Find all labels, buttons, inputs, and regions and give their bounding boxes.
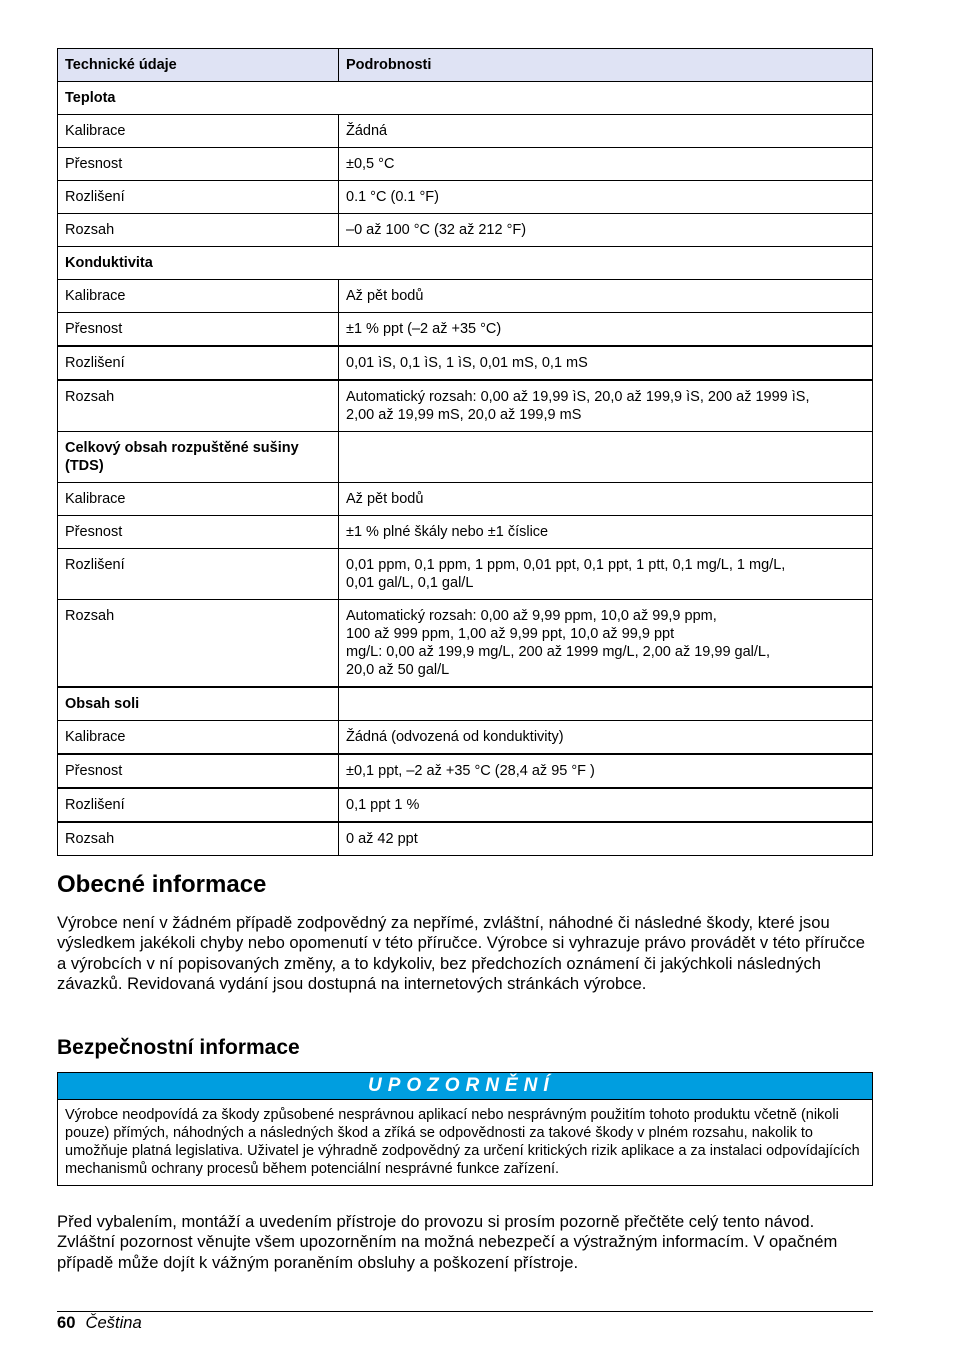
spec-label: Kalibrace [58,721,339,755]
table-header-cell: Podrobnosti [339,49,873,82]
table-row [58,181,873,214]
table-row [58,549,873,600]
section-row [58,247,873,280]
table-row [58,788,873,822]
spec-value: Žádná (odvozená od konduktivity) [339,721,873,755]
safety-info-heading: Bezpečnostní informace [57,1036,300,1059]
spec-value: Až pět bodů [339,483,873,516]
warning-text: Výrobce neodpovídá za škody způsobené nesprávnou aplikací nebo nesprávným použitím tohoto produktu včetně (nikoli pouze) přímých, náhodných a následných škod a zříká se odpovědnosti za takové škody v plném rozsahu, nakolik to umožňuje platná legislativa. Uživatel je výhradně zodpovědný za určení kritických rizik aplikace a za instalaci odpovídajících mechanismů ochrany procesů během potenciální nesprávné funkce zařízení. [65,1107,860,1177]
section-title: Konduktivita [58,247,873,280]
spec-value: Automatický rozsah: 0,00 až 19,99 ìS, 20,0 až 199,9 ìS, 200 až 1999 ìS, 2,00 až 19,99 mS, 20,0 až 199,9 mS [339,380,873,432]
spec-label: Rozlišení [58,181,339,214]
spec-value: 0 až 42 ppt [339,822,873,856]
spec-value: ±1 % ppt (–2 až +35 °C) [339,313,873,347]
table-row [58,380,873,432]
warning-label: UPOZORNĚNÍ [58,1073,872,1100]
spec-value: ±0,5 °C [339,148,873,181]
spec-label: Kalibrace [58,483,339,516]
table-row [58,280,873,313]
section-title: Teplota [58,82,873,115]
spec-label: Rozlišení [58,346,339,380]
table-row [58,214,873,247]
spec-label: Rozsah [58,380,339,432]
table-row [58,516,873,549]
table-row [58,115,873,148]
table-row [58,483,873,516]
section-title: Obsah soli [58,687,339,721]
footer-language: Čeština [85,1313,142,1332]
page-number: 60 [57,1313,76,1332]
table-row [58,346,873,380]
spec-value: 0,1 ppt 1 % [339,788,873,822]
spec-label: Přesnost [58,148,339,181]
spec-value: 0,01 ppm, 0,1 ppm, 1 ppm, 0,01 ppt, 0,1 ppt, 1 ptt, 0,1 mg/L, 1 mg/L, 0,01 gal/L, 0,1 gal/L [339,549,873,600]
spec-label: Přesnost [58,516,339,549]
table-row [58,822,873,856]
section-title: Celkový obsah rozpuštěné sušiny (TDS) [58,432,339,483]
section-row [58,82,873,115]
spec-label: Přesnost [58,754,339,788]
spec-value: 0.1 °C (0.1 °F) [339,181,873,214]
table-row [58,148,873,181]
section-row [58,687,873,721]
spec-label: Rozlišení [58,788,339,822]
table-row [58,600,873,688]
spec-label: Rozsah [58,214,339,247]
table-header-row [58,49,873,82]
general-info-heading: Obecné informace [57,871,267,898]
spec-label: Přesnost [58,313,339,347]
spec-label: Kalibrace [58,115,339,148]
spec-value: Automatický rozsah: 0,00 až 9,99 ppm, 10,0 až 99,9 ppm, 100 až 999 ppm, 1,00 až 9,99 ppt, 10,0 až 99,9 ppt mg/L: 0,00 až 199,9 mg/L, 200 až 1999 mg/L, 2,00 až 19,99 gal/L, 20,0 až 50 gal/L [339,600,873,688]
spec-table [57,48,873,856]
spec-value: Až pět bodů [339,280,873,313]
table-row [58,754,873,788]
warning-box [57,1072,873,1186]
section-row [58,432,873,483]
spec-value: –0 až 100 °C (32 až 212 °F) [339,214,873,247]
table-header-cell: Technické údaje [58,49,339,82]
section-detail [339,687,873,721]
table-row [58,721,873,755]
page-footer [57,1313,142,1333]
spec-value: ±0,1 ppt, –2 až +35 °C (28,4 až 95 °F ) [339,754,873,788]
spec-label: Rozsah [58,600,339,688]
spec-label: Kalibrace [58,280,339,313]
spec-value: Žádná [339,115,873,148]
table-body [58,82,873,856]
spec-value: ±1 % plné škály nebo ±1 číslice [339,516,873,549]
spec-value: 0,01 ìS, 0,1 ìS, 1 ìS, 0,01 mS, 0,1 mS [339,346,873,380]
footer-divider [57,1311,873,1312]
general-info-paragraph: Výrobce není v žádném případě zodpovědný za nepřímé, zvláštní, náhodné či následné škody, které jsou výsledkem jakékoli chyby nebo opomenutí v této příručce. Výrobce si vyhrazuje právo provádět v této příručce a výrobcích v ní popisovaných změny, a to kdykoliv, bez předchozích oznámení či jakýchkoli následných závazků. Revidovaná vydání jsou dostupná na internetových stránkách výrobce. [57,913,865,994]
spec-label: Rozlišení [58,549,339,600]
safety-info-paragraph: Před vybalením, montáží a uvedením přístroje do provozu si prosím pozorně přečtěte celý tento návod. Zvláštní pozornost věnujte všem upozorněním na možná nebezpečí a výstražným informacím. V opačném případě může dojít k vážným poraněním obsluhy a poškození přístroje. [57,1212,838,1272]
section-detail [339,432,873,483]
spec-label: Rozsah [58,822,339,856]
table-row [58,313,873,347]
